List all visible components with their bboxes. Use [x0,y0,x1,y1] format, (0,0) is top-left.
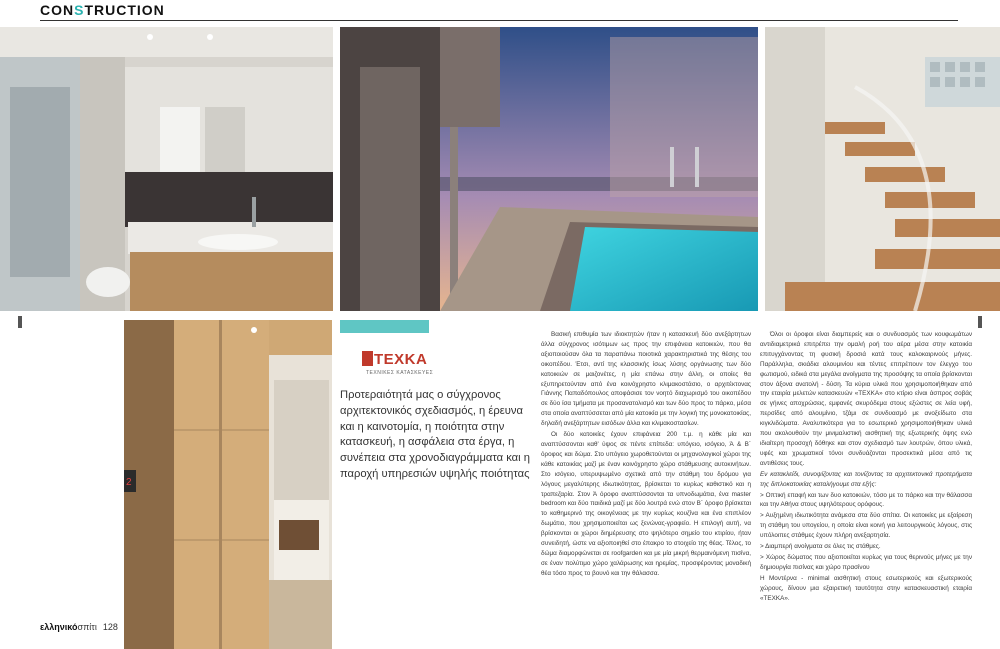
header-prefix: CON [40,2,75,18]
tekka-logo-tagline: ΤΕΧΝΙΚΕΣ ΚΑΤΑΣΚΕΥΕΣ [366,370,434,376]
header-suffix: TRUCTION [84,2,165,18]
paragraph: Οι δύο κατοικίες έχουν επιφάνεια 200 τ.μ. η κάθε μία και αναπτύσσονται καθ' ύψος σε πέντε επίπεδα: υπόγειο, ισόγειο, Ά & Β΄ όροφος και δώμα. Στο υπόγειο χωροθετούνται οι μηχανολογικοί χώροι της κάθε κατοικίας μαζί με έναν κοινόχρηστο χώρο στάθμευσης αυτοκινήτων. Στο ισόγειο, υπερυψωμένο σχετικά από την στάθμη του δρόμου για λόγους μεγαλύτερης ιδιωτικότητας, βρίσκεται το κυρίως καθιστικό και η τραπεζαρία. Στον Ά όροφο αναπτύσσονται τα υπνοδωμάτια, ένα master bedroom και δύο παιδικά μαζί με δύο λουτρά ενώ στον Β΄ όροφο βρίσκεται το καθημερινό της οικογένειας με την κυρίως κουζίνα και ένα επιπλέον δωμάτιο, που χρησιμοποιείται ως ξενώνας-γραφείο. Η επιλογή αυτή, να βρίσκονται οι χώροι διημέρευσης στο ψηλότερο σημείο του κτιρίου, ήταν συνειδητή, ώστε να αξιοποιηθεί στο έπακρο το στοιχείο της θέας. Τέλος, το δώμα διαμορφώνεται σε roofgarden και με μία μικρή θερμαινόμενη πισίνα, σε έναν πολύτιμο χώρο χαλάρωσης και ηρεμίας, προσφέροντας μοναδική θέα τόσο προς το βουνό και την θάλασσα. [541,431,751,577]
page-marker-right [978,316,982,328]
photo-staircase [765,27,1000,311]
tekka-logo: ΤΕΧΚΑ [374,351,428,368]
footer-brand-rest: σπίτι [77,622,97,632]
section-header [40,2,165,18]
footer-brand-bold: ελληνικό [40,622,78,632]
list-item: > Διαμπερή ανοίγματα σε όλες τις στάθμες. [760,543,881,551]
photo-bathroom [0,27,333,311]
article-column-2 [760,330,972,604]
svg-text:2: 2 [126,477,132,488]
header-accent-letter: S [74,2,85,18]
paragraph-conclusion: Εν κατακλείδι, συνοψίζοντας και τονίζοντας τα αρχιτεκτονικά προτερήματα της διπλοκατοικίας καταλήγουμε στα εξής: [760,470,972,488]
paragraph: Βασική επιθυμία των ιδιοκτητών ήταν η κατασκευή δύο ανεξάρτητων άλλα σύγχρονος ισότιμων ως προς την επιφάνεια κατοικιών, που θα αξιοποιούσαν όλα τα παραπάνω ποιοτικά χαρακτηριστικά της θέσης του οικοπέδου. Έτσι, αντί της κλασσικής ίσως λύσης οργάνωσης των δύο κατοικιών σε μαιζονέτες, η μία επάνω στην άλλη, οι οποίες θα εξυπηρετούνταν από ένα κοινόχρηστο κλιμακοστάσιο, ο αρχιτέκτονας Γιάννης Παπαδόπουλος αποφάσισε τον νοητό διαχωρισμό του οικοπέδου σε δύο ίσα τμήματα με προσανατολισμό και των δύο προς το πάρκο, μέσα στα οποία αναπτύσσεται από μία κατοικία με την λογική της μονοκατοικίας, δηλαδή ανεξάρτητων εισόδων άλλα και κλιμακοστασίων. [541,331,751,428]
photo-elevator-hall [124,320,332,649]
list-item: > Αυξημένη ιδιωτικότητα ανάμεσα στα δύο σπίτια. Οι κατοικίες με εξαίρεση τη στάθμη του υπογείου, η οποία είναι κοινή για λειτουργικούς λόγους, στις υπόλοιπες στάθμες έχουν πλήρη ανεξαρτησία. [760,512,972,540]
company-slogan: Προτεραιότητά μας ο σύγχρονος αρχιτεκτονικός σχεδιασμός, η έρευνα και η καινοτομία, η ποιότητα στην κατασκευή, η ασφάλεια στα έργα, η συνέπεια στα χρονοδιαγράμματα και η παροχή υπηρεσιών υψηλής ποιότητας [340,389,530,480]
closing-paragraph: Η Μοντέρνα - minimal αισθητική στους εσωτερικούς και εξωτερικούς χώρους, δίνουν μια εξαιρετική ταυτότητα στην κατασκευαστική εταιρία «ΤΕΧΚΑ». [760,574,972,602]
header-rule [40,20,958,21]
tekka-logo-icon [362,351,373,366]
page-footer [40,622,118,632]
teal-accent-bar [340,320,429,333]
list-item: > Χώρος δώματος που αξιοποιείται κυρίως για τους θερινούς μήνες με την δημιουργία πισίνας και χώρο πρασίνου [760,553,972,571]
paragraph: Όλοι οι όροφοι είναι διαμπερείς και ο συνδυασμός των κουφωμάτων αντιδιαμετρικά επιτρέπει την ομαλή ροή του αέρα μέσα στην κατοικία επιτυγχάνοντας τη φυσική δροσιά κατά τους καλοκαιρινούς μήνες. Παράλληλα, σκιάδια αλουμινίου και τέντες επιτρέπουν τον έλεγχο του φωτισμού, ειδικά στα μεγάλα ανοίγματα της προσόψης τα οποία βρίσκονται στον άξονα ανατολή - δύση. Τα κύρια υλικά που χρησιμοποιήθηκαν από την εταιρία μελετών κατασκευών «ΤΕΧΚΑ» στο κτίριο είναι άσπρος σοβάς σε γήινες αποχρώσεις, εμφανές σκυρόδεμα στους εξώστες σε λεία υφή, περσίδες από αλουμίνιο, τζάμι σε συνδυασμό με ανοξείδωτο στα κιγκλιδώματα. Αναλυτικότερα για το εσωτερικό χρησιμοποιήθηκαν υλικά που ακολουθούν την μινιμαλιστική αισθητική της εξωτερικής όψης ενώ ιδιαίτερη προσοχή δόθηκε και στον σχεδιασμό των λουτρών, όπου υλικά, υφές και χρωματικοί τόνοι συνδυάζονται προσεκτικά μέσα από τις αντιθέσεις τους. [760,331,972,467]
page-marker-left [18,316,22,328]
photo-rooftop-pool [340,27,758,311]
page-number: 128 [102,622,118,632]
list-item: > Οπτική επαφή και των δυο κατοικιών, τόσο με το πάρκο και την θάλασσα και την Αθήνα στους υψηλότερους ορόφους. [760,491,972,509]
article-column-1 [541,330,751,580]
